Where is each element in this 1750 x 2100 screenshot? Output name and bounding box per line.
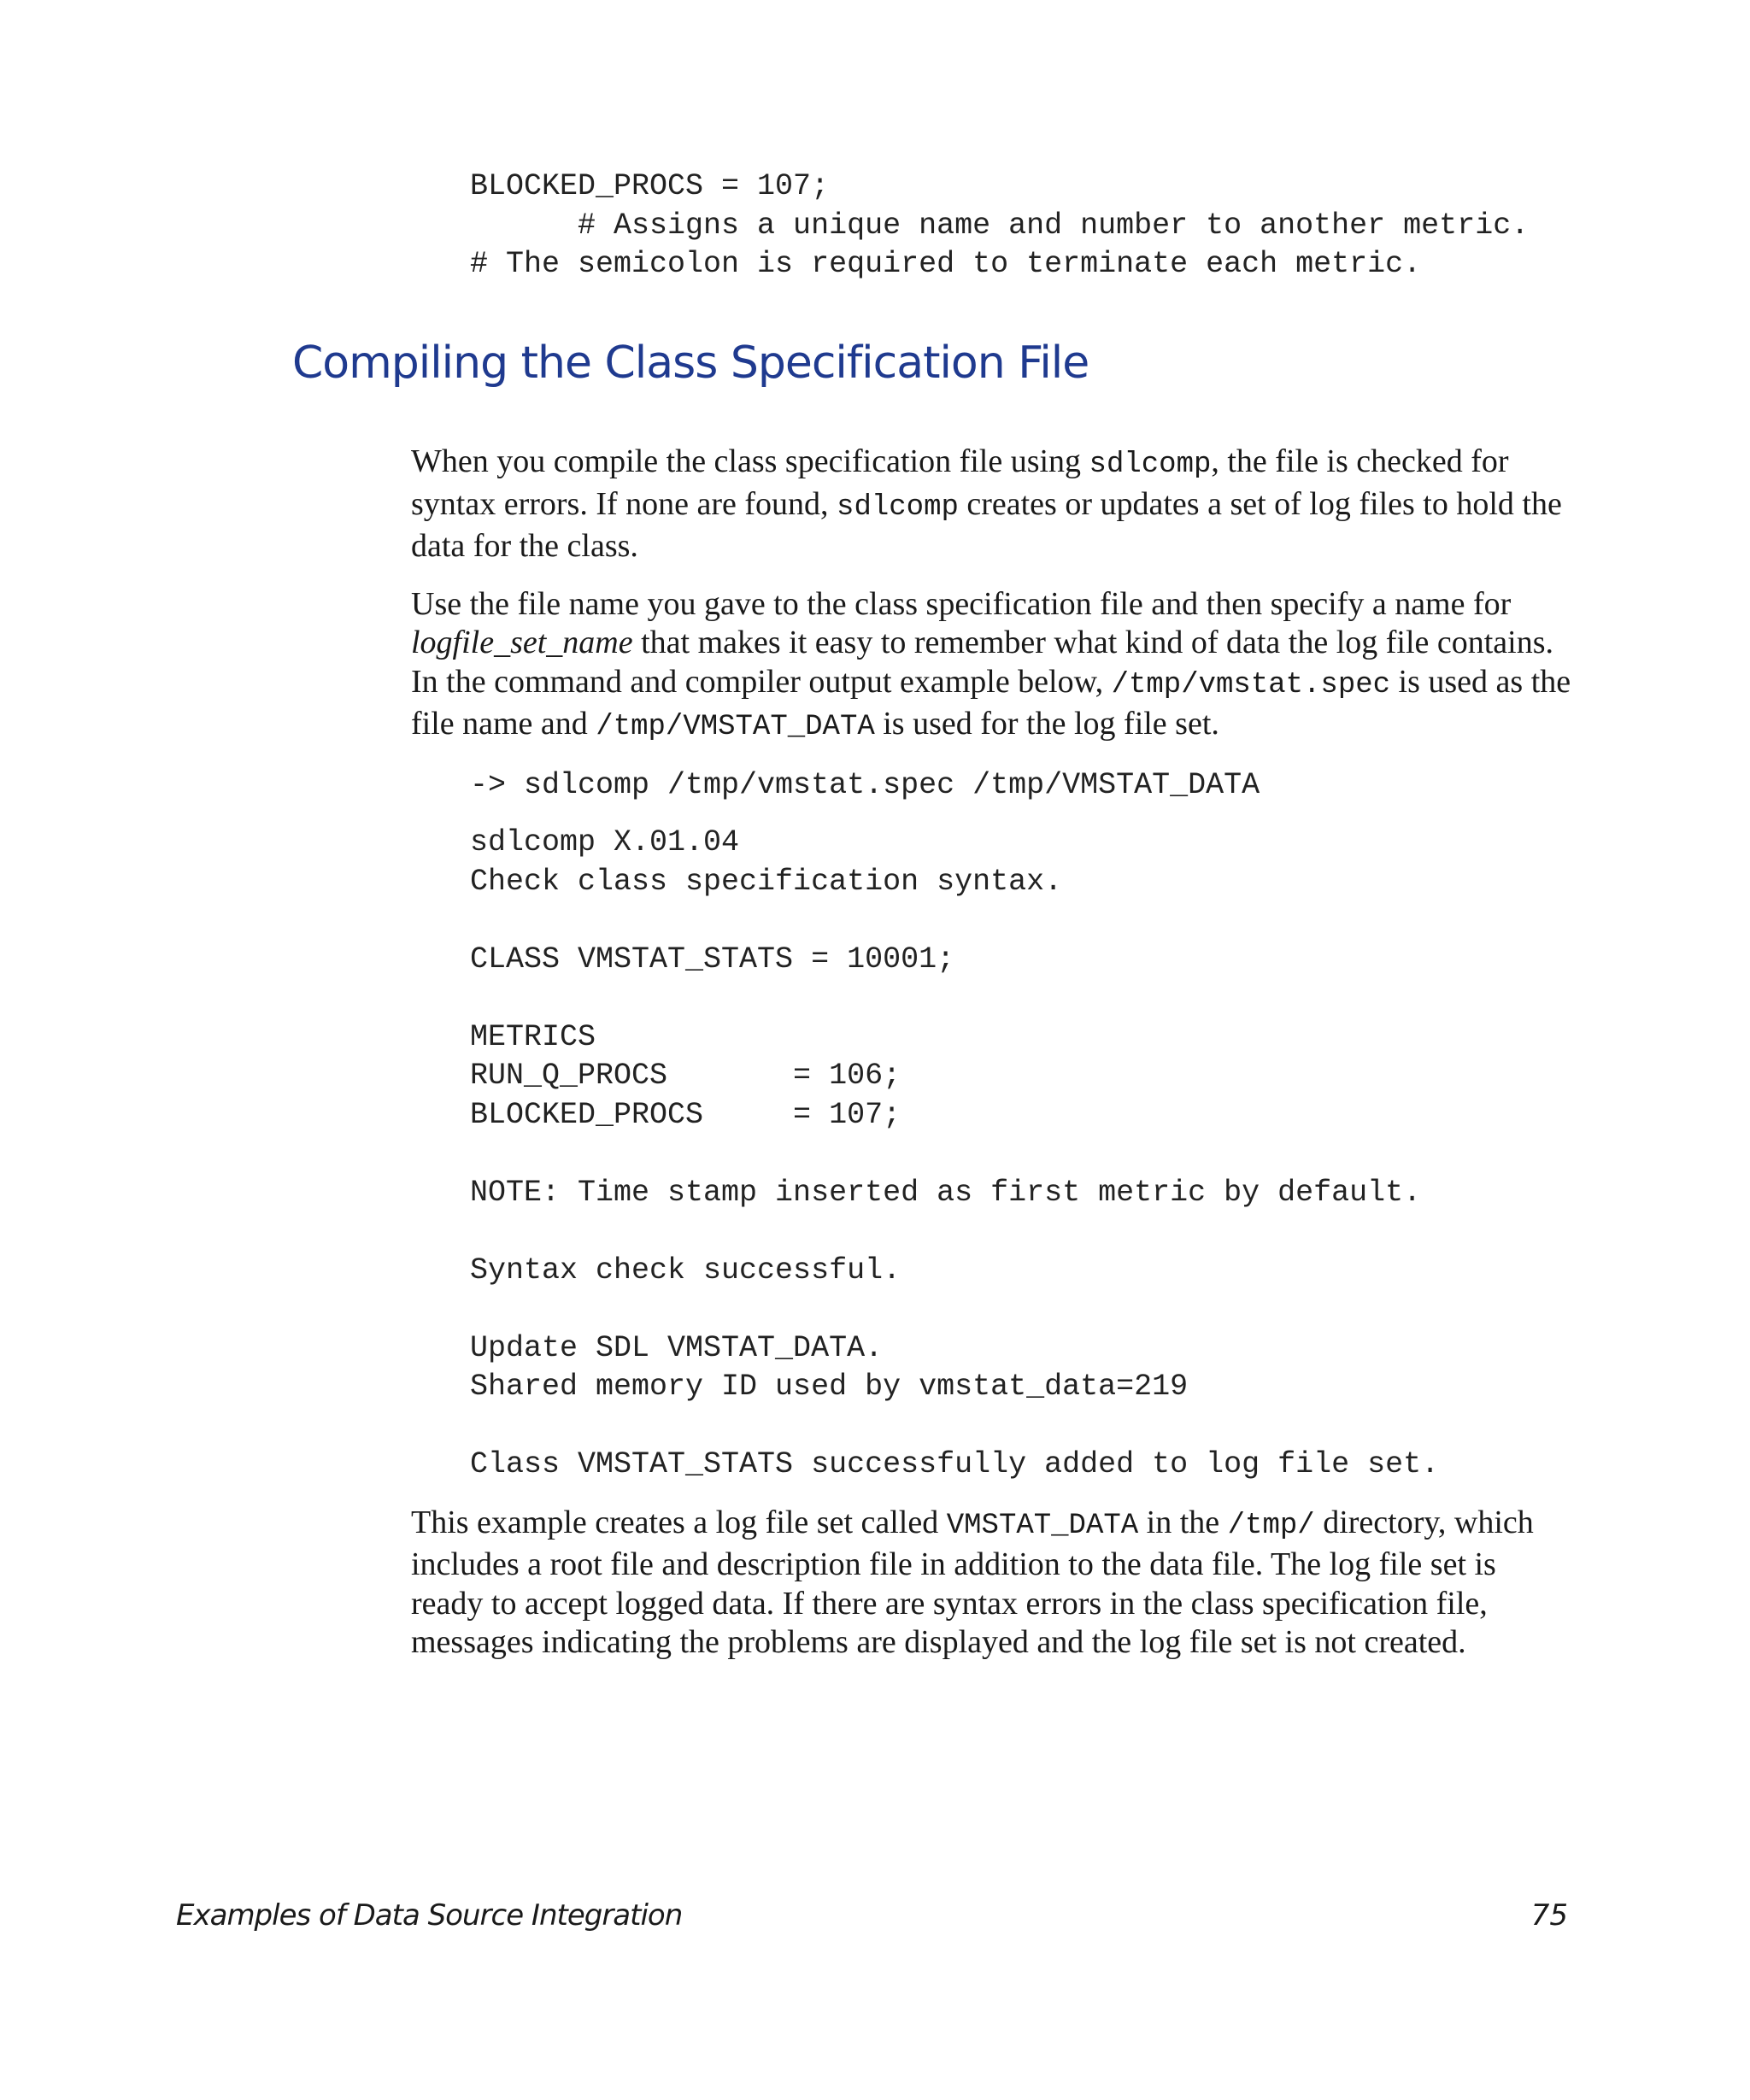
inline-code-tmp-dir: /tmp/ [1227,1509,1315,1542]
text: in the [1138,1504,1228,1540]
text: When you compile the class specification file using [411,443,1089,479]
text: that makes it easy to remember what kind of data the log file contains. In the command and compiler output example below, [411,625,1554,700]
code-command-line: -> sdlcomp /tmp/vmstat.spec /tmp/VMSTAT_DATA [470,767,1260,802]
text: Use the file name you gave to the class specification file and then specify a name for [411,585,1512,622]
text: is used for the log file set. [874,706,1219,742]
inline-code-sdlcomp: sdlcomp [837,490,959,524]
italic-term-logfile-set-name: logfile_set_name [411,625,633,660]
footer-chapter-title: Examples of Data Source Integration [176,1898,683,1933]
text: This example creates a log file set called [411,1504,947,1540]
inline-code-data-path: /tmp/VMSTAT_DATA [596,711,875,743]
text: , the file is checked for syntax errors. If none are found, [411,443,1509,522]
code-block-metric-definition: BLOCKED_PROCS = 107; # Assigns a unique name and number to another metric. # The semicolon is required to terminate each metric. [470,169,1530,281]
inline-code-vmstat-data: VMSTAT_DATA [946,1509,1139,1542]
paragraph-result-explanation [411,1504,1573,1663]
inline-code-sdlcomp: sdlcomp [1089,449,1212,481]
section-heading: Compiling the Class Specification File [292,337,1089,389]
text: creates or updates a set of log files to hold the data for the class. [411,485,1562,564]
inline-code-spec-path: /tmp/vmstat.spec [1111,668,1391,701]
text: is used as the file name and [411,663,1571,742]
paragraph-file-naming [411,585,1573,748]
code-compiler-output: sdlcomp X.01.04 Check class specification syntax. CLASS VMSTAT_STATS = 10001; METRICS RUN_Q_PROCS = 106; BLOCKED_PROCS = 107; NOTE: Time stamp inserted as first metric by default. Syntax check successful. Update SDL VMSTAT_DATA. Shared memory ID used by vmstat_data=219 Class VMSTAT_STATS successfully added to log file set. [470,825,1440,1481]
footer-page-number: 75 [1530,1898,1568,1933]
body-column [411,443,1573,1681]
text: directory, which includes a root file and description file in addition to the data file. The log file set is ready to accept logged data. If there are syntax errors in the class specification file, messages indicating the problems are displayed and the log file set is not created. [411,1504,1534,1660]
paragraph-compile-intro [411,443,1573,566]
